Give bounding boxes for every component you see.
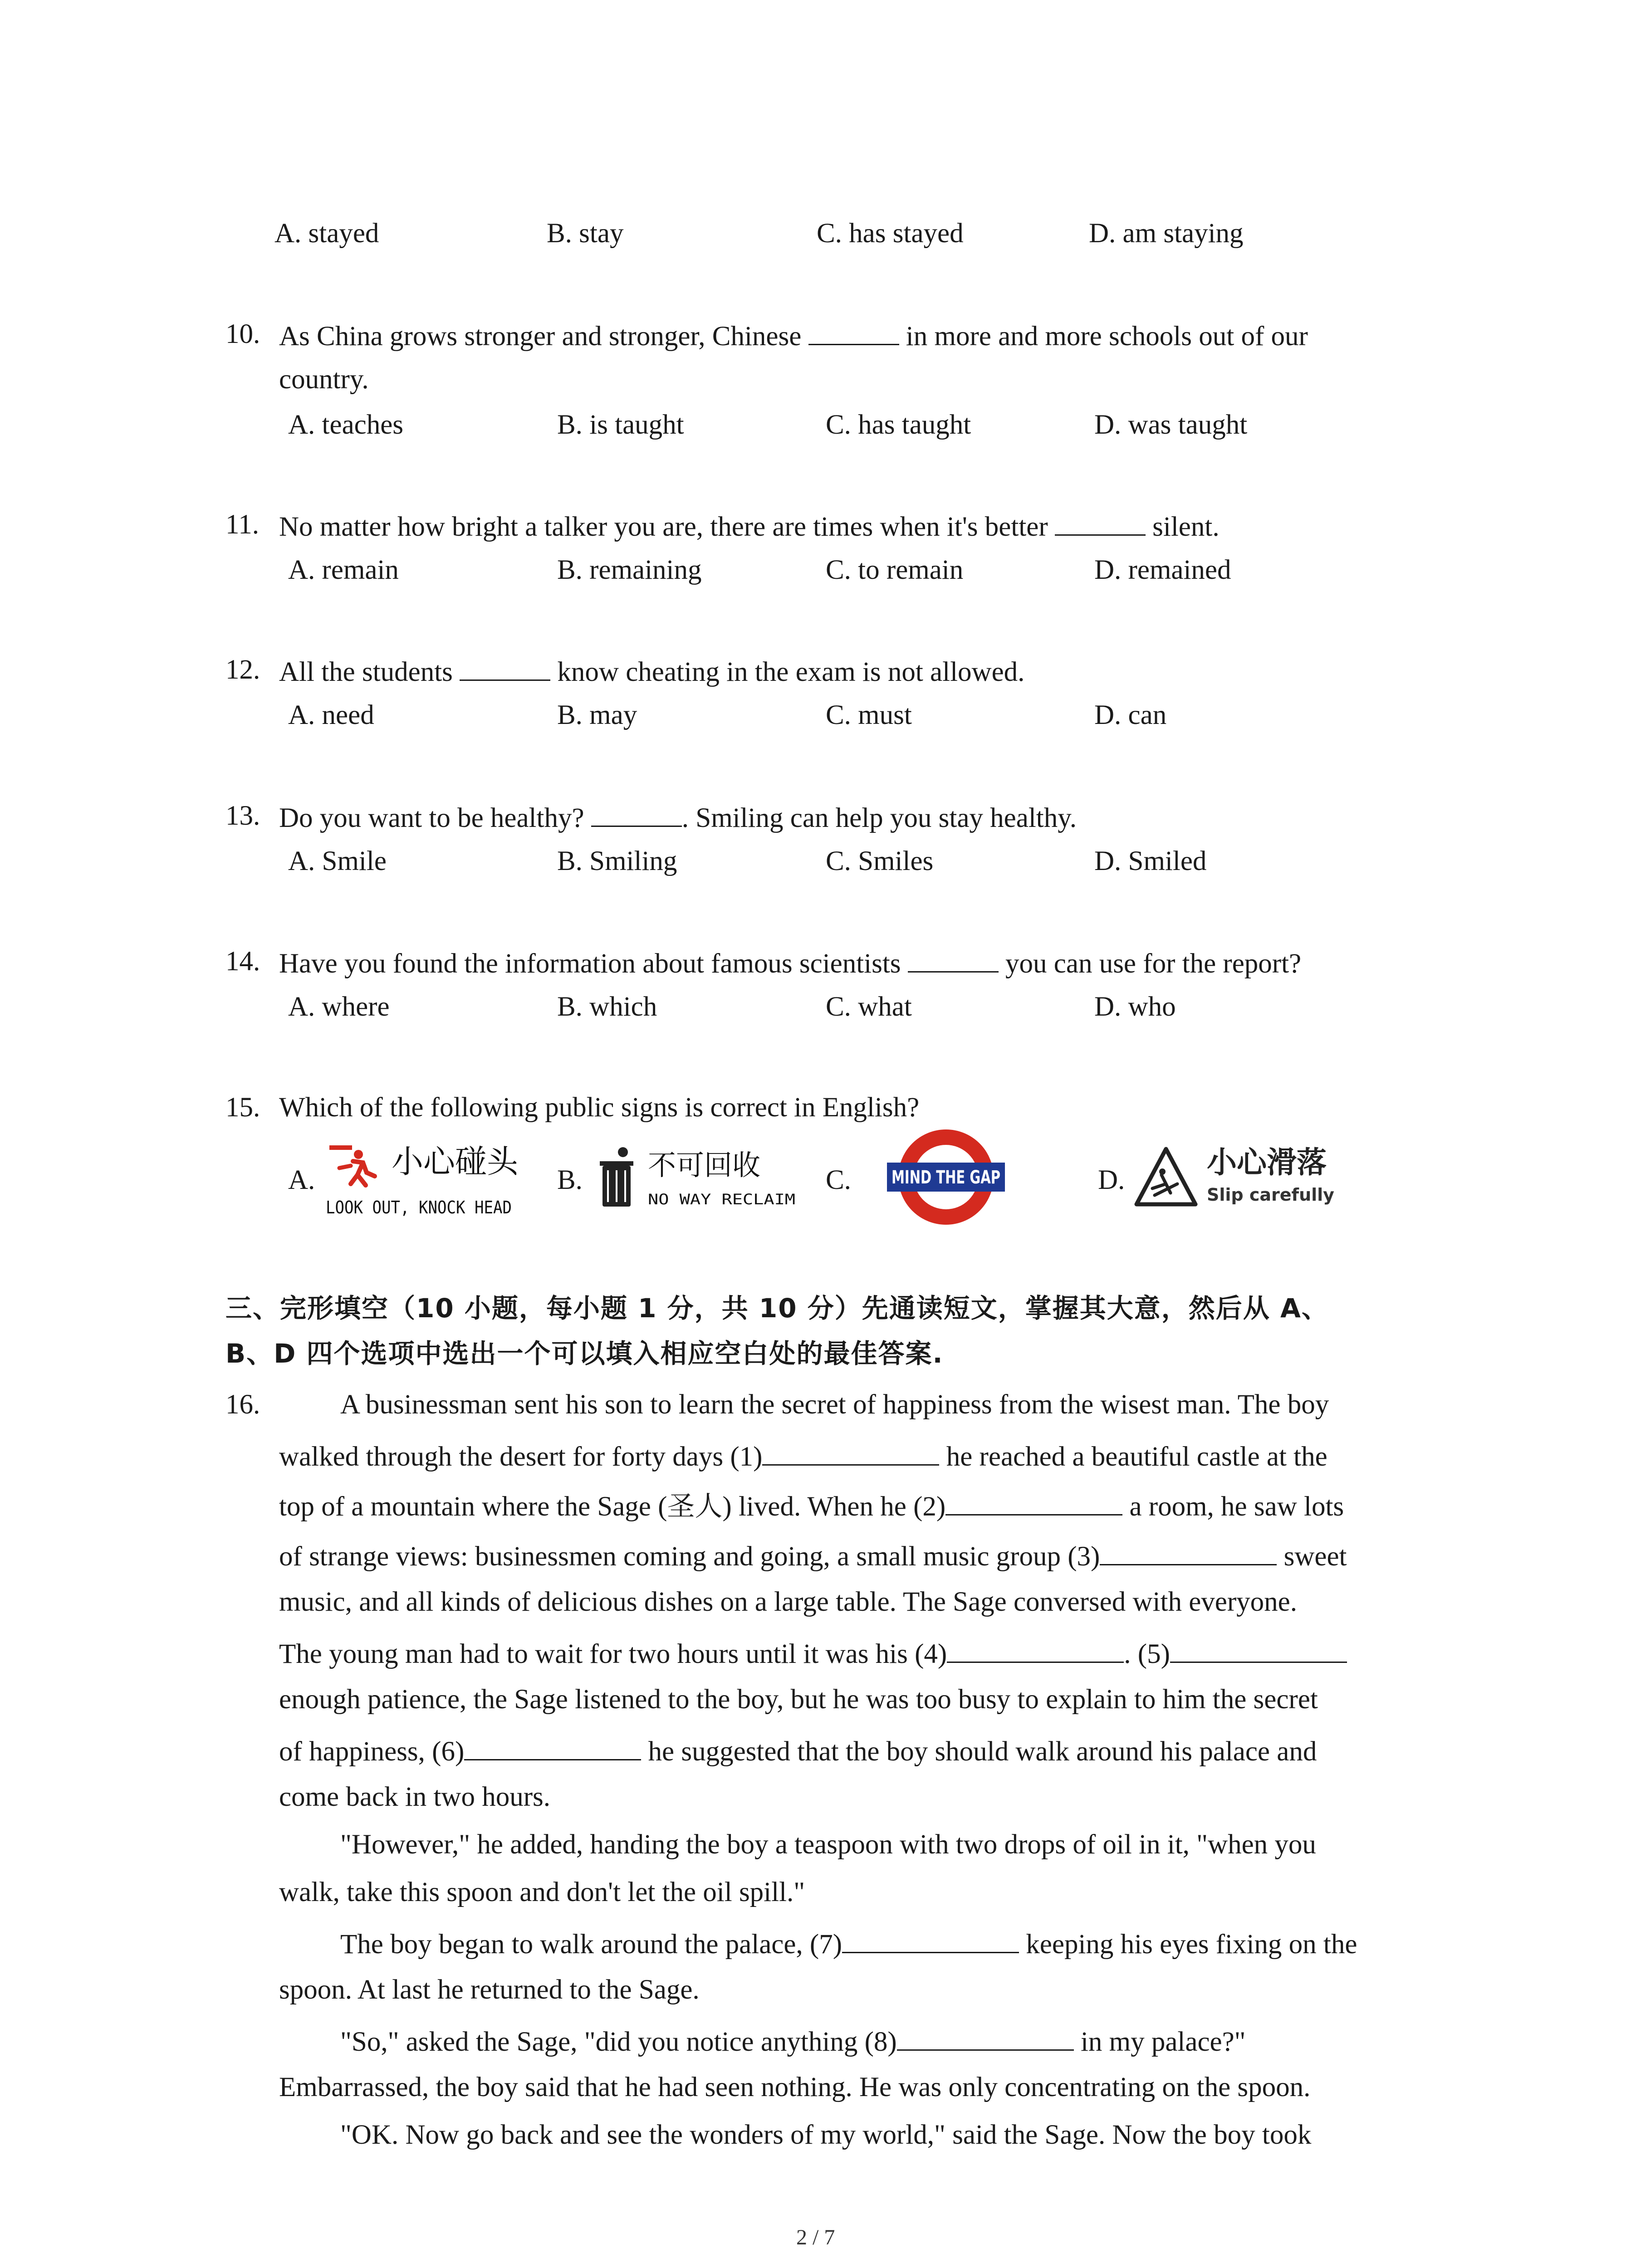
question-stem: All the students know cheating in the exam is not allowed. — [279, 653, 1024, 689]
sign-b-en: NO WAY RECLAIM — [648, 1191, 795, 1208]
sign-d-cn: 小心滑落 — [1207, 1145, 1327, 1180]
passage-line: The boy began to walk around the palace, (7) keeping his eyes fixing on the — [340, 1926, 1357, 1961]
passage-line: walk, take this spoon and don't let the oil spill." — [279, 1877, 805, 1907]
answer-blank — [460, 653, 550, 681]
q12-option-c: C. must — [826, 700, 912, 730]
sign-b-recycle — [598, 1141, 798, 1222]
q11-option-a: A. remain — [288, 555, 399, 585]
q14-option-a: A. where — [288, 992, 390, 1022]
q12-option-b: B. may — [557, 700, 637, 730]
passage-line: enough patience, the Sage listened to the boy, but he was too busy to explain to him the secret — [279, 1684, 1318, 1715]
passage-line: Embarrassed, the boy said that he had seen nothing. He was only concentrating on the spoon. — [279, 2072, 1311, 2102]
passage-line: walked through the desert for forty days (1) he reached a beautiful castle at the — [279, 1438, 1327, 1473]
answer-blank — [908, 945, 999, 973]
cloze-blank-8 — [897, 2023, 1074, 2051]
q9-option-d: D. am staying — [1089, 218, 1244, 249]
q13-option-d: D. Smiled — [1094, 846, 1207, 876]
passage-line: spoon. At last he returned to the Sage. — [279, 1975, 700, 2005]
q13-option-a: A. Smile — [288, 846, 387, 876]
q13-option-c: C. Smiles — [826, 846, 934, 876]
sign-a-knock-head — [326, 1141, 516, 1222]
q10-option-b: B. is taught — [557, 410, 684, 440]
passage-line: "However," he added, handing the boy a teaspoon with two drops of oil in it, "when you — [340, 1829, 1316, 1860]
section-heading-line1: 三、完形填空（10 小题，每小题 1 分，共 10 分）先通读短文，掌握其大意，然后从 A、 — [225, 1293, 1329, 1324]
sign-d-slip — [1134, 1141, 1334, 1222]
q15-option-a-letter: A. — [288, 1165, 315, 1195]
sign-a-en: LOOK OUT, KNOCK HEAD — [326, 1198, 512, 1217]
sign-c-en: MIND THE GAP — [892, 1167, 1000, 1188]
question-number: 15. — [225, 1092, 260, 1123]
sign-a-cn: 小心碰头 — [392, 1143, 516, 1180]
cloze-blank-7 — [842, 1926, 1019, 1953]
warning-triangle-icon — [1134, 1141, 1334, 1222]
passage-line: A businessman sent his son to learn the secret of happiness from the wisest man. The boy — [340, 1389, 1329, 1420]
passage-line: top of a mountain where the Sage (圣人) lived. When he (2) a room, he saw lots — [279, 1488, 1344, 1523]
sign-b-cn: 不可回收 — [648, 1149, 761, 1182]
q11-option-b: B. remaining — [557, 555, 702, 585]
q10-option-a: A. teaches — [288, 410, 404, 440]
sign-c-underground — [882, 1127, 1032, 1227]
q9-option-b: B. stay — [547, 218, 624, 249]
cloze-blank-4 — [947, 1635, 1124, 1663]
person-bump-icon — [326, 1141, 516, 1222]
q14-option-c: C. what — [826, 992, 912, 1022]
q14-option-d: D. who — [1094, 992, 1176, 1022]
cloze-blank-1 — [762, 1438, 939, 1466]
cloze-blank-2 — [945, 1488, 1122, 1515]
question-stem: Which of the following public signs is correct in English? — [279, 1092, 920, 1123]
question-number: 12. — [225, 655, 260, 685]
question-number: 10. — [225, 319, 260, 349]
passage-line: come back in two hours. — [279, 1782, 550, 1812]
q12-option-a: A. need — [288, 700, 374, 730]
answer-blank — [591, 799, 682, 827]
question-stem: Have you found the information about famous scientists you can use for the report? — [279, 945, 1301, 980]
question-stem: Do you want to be healthy? . Smiling can help you stay healthy. — [279, 799, 1077, 835]
question-stem: No matter how bright a talker you are, there are times when it's better silent. — [279, 508, 1220, 543]
question-stem-cont: country. — [279, 364, 369, 395]
q10-option-d: D. was taught — [1094, 410, 1248, 440]
answer-blank — [808, 318, 899, 345]
section-heading-line2: B、D 四个选项中选出一个可以填入相应空白处的最佳答案. — [225, 1338, 944, 1369]
page-number: 2 / 7 — [796, 2225, 835, 2249]
q15-option-b-letter: B. — [557, 1165, 583, 1195]
passage-line: "OK. Now go back and see the wonders of my world," said the Sage. Now the boy took — [340, 2120, 1312, 2150]
q11-option-c: C. to remain — [826, 555, 964, 585]
cloze-blank-5 — [1170, 1635, 1347, 1663]
question-number: 14. — [225, 946, 260, 977]
q15-option-d-letter: D. — [1098, 1165, 1125, 1195]
cloze-blank-3 — [1100, 1538, 1277, 1565]
answer-blank — [1055, 508, 1146, 536]
passage-line: The young man had to wait for two hours until it was his (4) . (5) — [279, 1635, 1347, 1671]
q11-option-d: D. remained — [1094, 555, 1231, 585]
q9-option-a: A. stayed — [274, 218, 379, 249]
q12-option-d: D. can — [1094, 700, 1167, 730]
passage-line: "So," asked the Sage, "did you notice anything (8) in my palace?" — [340, 2023, 1246, 2058]
sign-d-en: Slip carefully — [1207, 1185, 1334, 1205]
question-number: 13. — [225, 801, 260, 831]
passage-line: of happiness, (6) he suggested that the boy should walk around his palace and — [279, 1733, 1317, 1768]
trash-bin-icon — [598, 1141, 798, 1222]
passage-line: of strange views: businessmen coming and going, a small music group (3) sweet — [279, 1538, 1347, 1573]
q15-option-c-letter: C. — [826, 1165, 851, 1195]
question-number: 16. — [225, 1389, 260, 1420]
question-stem: As China grows stronger and stronger, Chinese in more and more schools out of our — [279, 318, 1308, 353]
cloze-blank-6 — [464, 1733, 641, 1760]
question-number: 11. — [225, 509, 259, 540]
passage-line: music, and all kinds of delicious dishes on a large table. The Sage conversed with everyone. — [279, 1587, 1297, 1617]
roundel-icon — [882, 1127, 1032, 1227]
q14-option-b: B. which — [557, 992, 657, 1022]
q10-option-c: C. has taught — [826, 410, 971, 440]
q9-option-c: C. has stayed — [817, 218, 964, 249]
q13-option-b: B. Smiling — [557, 846, 677, 876]
